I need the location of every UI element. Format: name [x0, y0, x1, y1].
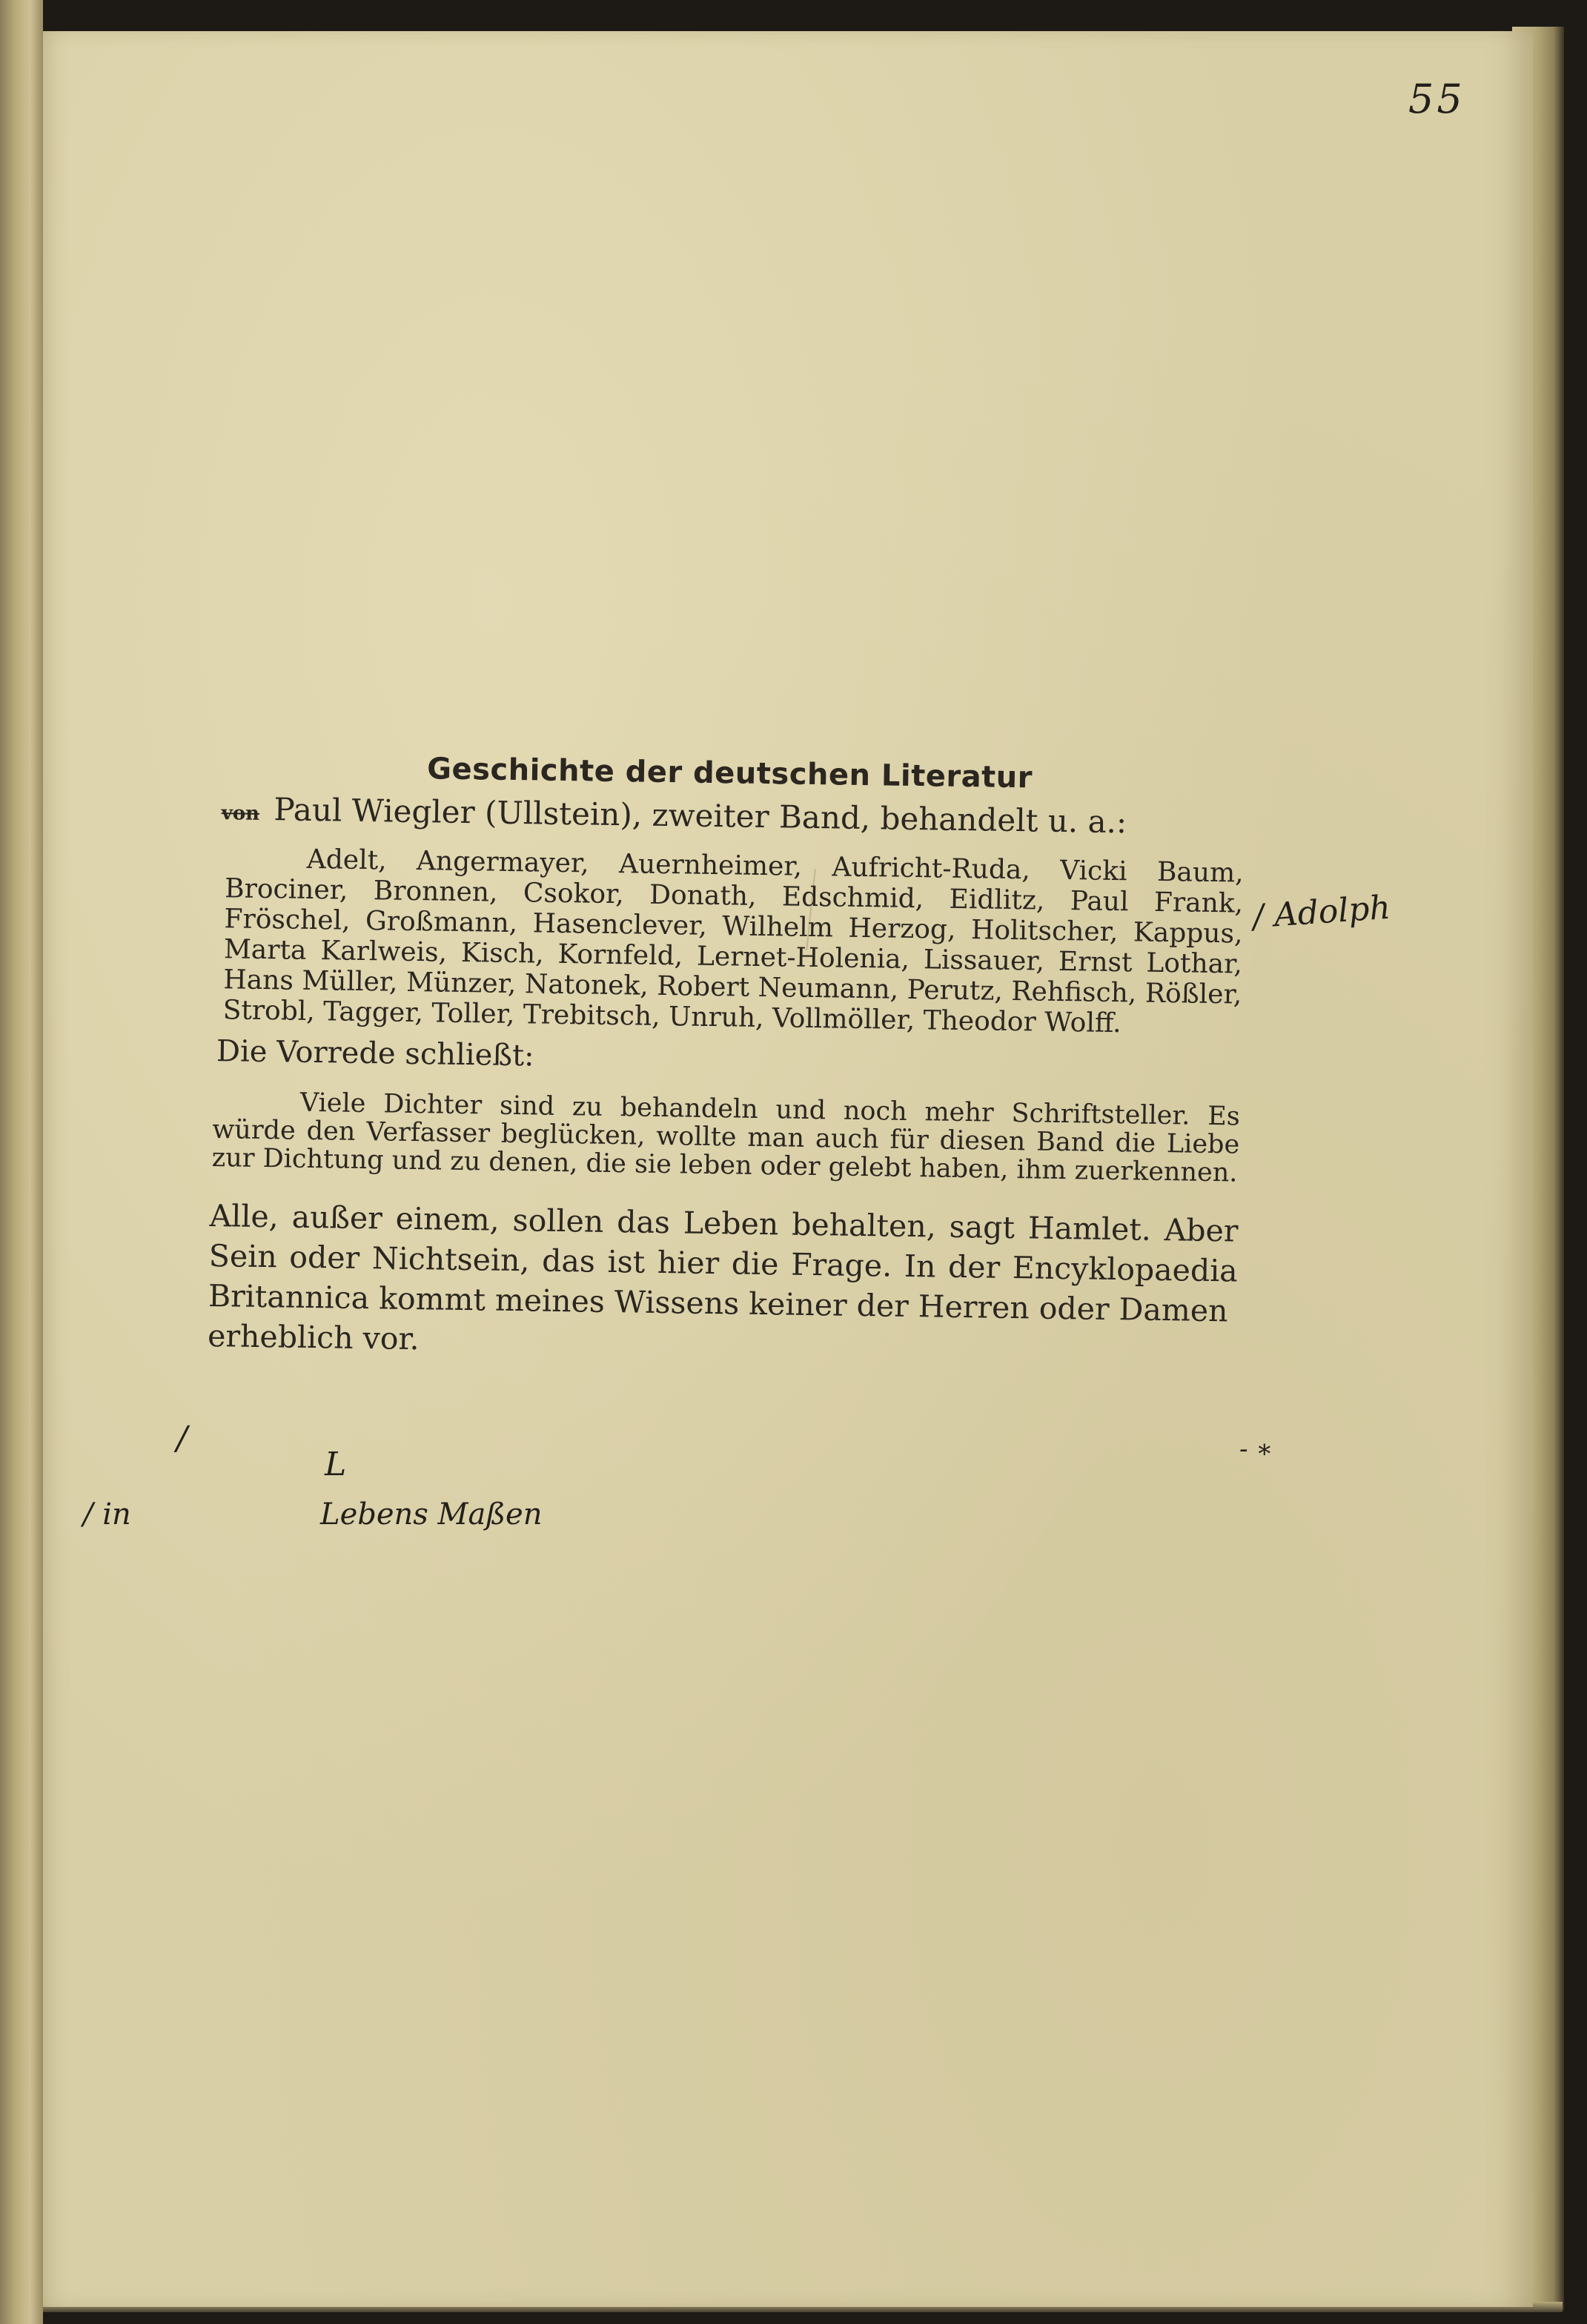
- margin-mark-left: /: [176, 1420, 188, 1457]
- closing-last-line: erheblich vor.: [207, 1317, 420, 1357]
- article-byline: [221, 790, 1245, 841]
- closing-paragraph: [208, 1196, 1239, 1371]
- preface-heading: Die Vorrede schließt:: [216, 1034, 534, 1073]
- book-spine: [0, 0, 43, 2324]
- handwritten-note-bottom-center: Lebens Maßen: [320, 1497, 543, 1532]
- byline-text: Paul Wiegler (Ullstein), zweiter Band, behandelt u. a.:: [274, 791, 1127, 841]
- article: [206, 749, 1245, 1371]
- margin-mark-right: - ∗: [1239, 1434, 1273, 1464]
- author-list: Adelt, Angermayer, Auernheimer, Aufricht-Ruda, Vicki Baum, Brociner, Bronnen, Csokor, Donath, Edschmid, Eidlitz, Paul Frank, Fröschel, Großmann, Hasenclever, Wilhelm Herzog, Holitscher, Kappus, Marta Karlweis, Kisch, Kornfeld, Lernet-Holenia, Lissauer, Ernst Lothar, Hans Müller, Münzer, Natonek, Robert Neumann, Perutz, Rehfisch, Rößler, Strobl, Tagger, Toller, Trebitsch, Unruh, Vollmöller, Theodor Wolff.: [222, 844, 1244, 1039]
- insertion-mark: L: [325, 1446, 347, 1483]
- preface-quote: Viele Dichter sind zu behandeln und noch mehr Schriftsteller. Es würde den Verfasser beglücken, wollte man auch für diesen Band die Liebe zur Dichtung und zu denen, die sie leben oder gelebt haben, ihm zuerkennen.: [211, 1087, 1241, 1188]
- margin-note-right: / Adolph: [1251, 888, 1392, 936]
- byline-prefix: von: [221, 802, 260, 825]
- handwritten-note-bottom-left: / in: [83, 1497, 131, 1532]
- article-title: Geschichte der deutschen Literatur: [426, 752, 1033, 795]
- closing-text: Alle, außer einem, sollen das Leben behalten, sagt Hamlet. Aber Sein oder Nichtsein, das ist hier die Frage. In der Encyklopaedia Britannica kommt meines Wissens keiner der Herren oder Damen: [208, 1197, 1239, 1329]
- page-number: 55: [1408, 76, 1465, 122]
